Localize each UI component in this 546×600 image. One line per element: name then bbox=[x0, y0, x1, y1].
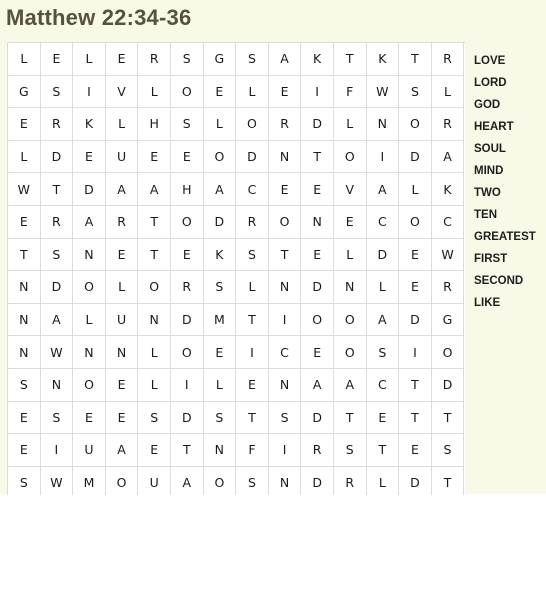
grid-cell[interactable]: L bbox=[367, 271, 400, 304]
grid-cell[interactable]: D bbox=[301, 467, 334, 495]
grid-cell[interactable]: A bbox=[106, 173, 139, 206]
grid-cell[interactable]: R bbox=[432, 43, 465, 76]
grid-cell[interactable]: F bbox=[236, 434, 269, 467]
grid-cell[interactable]: O bbox=[334, 141, 367, 174]
grid-cell[interactable]: N bbox=[41, 369, 74, 402]
word-list-item: LORD bbox=[474, 77, 507, 89]
grid-cell[interactable]: L bbox=[432, 76, 465, 109]
grid-cell[interactable]: S bbox=[204, 271, 237, 304]
grid-cell[interactable]: O bbox=[236, 108, 269, 141]
grid-cell[interactable]: L bbox=[204, 369, 237, 402]
grid-cell[interactable]: C bbox=[367, 206, 400, 239]
grid-cell[interactable]: E bbox=[204, 336, 237, 369]
grid-cell[interactable]: W bbox=[41, 467, 74, 495]
word-list-item: GREATEST bbox=[474, 231, 536, 243]
grid-cell[interactable]: I bbox=[269, 304, 302, 337]
grid-cell[interactable]: N bbox=[269, 467, 302, 495]
grid-cell[interactable]: C bbox=[236, 173, 269, 206]
grid-cell[interactable]: N bbox=[269, 369, 302, 402]
word-list bbox=[474, 50, 536, 314]
grid-cell[interactable]: O bbox=[269, 206, 302, 239]
grid-cell[interactable]: V bbox=[106, 76, 139, 109]
grid-cell[interactable]: T bbox=[8, 239, 41, 272]
grid-cell[interactable]: U bbox=[138, 467, 171, 495]
grid-cell[interactable]: N bbox=[269, 271, 302, 304]
grid-cell[interactable]: L bbox=[73, 43, 106, 76]
grid-cell[interactable]: W bbox=[8, 173, 41, 206]
grid-cell[interactable]: E bbox=[236, 369, 269, 402]
grid-cell[interactable]: D bbox=[171, 304, 204, 337]
word-list-item: FIRST bbox=[474, 253, 508, 265]
grid-cell[interactable]: R bbox=[171, 271, 204, 304]
grid-cell[interactable]: G bbox=[8, 76, 41, 109]
grid-cell[interactable]: O bbox=[334, 304, 367, 337]
grid-cell[interactable]: K bbox=[367, 43, 400, 76]
grid-cell[interactable]: S bbox=[334, 434, 367, 467]
grid-cell[interactable]: U bbox=[73, 434, 106, 467]
grid-cell[interactable]: N bbox=[138, 304, 171, 337]
grid-cell[interactable]: D bbox=[41, 271, 74, 304]
grid-cell[interactable]: S bbox=[204, 402, 237, 435]
grid-cell[interactable]: L bbox=[399, 173, 432, 206]
grid-cell[interactable]: E bbox=[106, 402, 139, 435]
grid-cell[interactable]: R bbox=[106, 206, 139, 239]
grid-cell[interactable]: R bbox=[334, 467, 367, 495]
grid-cell[interactable]: E bbox=[8, 206, 41, 239]
grid-cell[interactable]: R bbox=[269, 108, 302, 141]
grid-cell[interactable]: M bbox=[204, 304, 237, 337]
grid-cell[interactable]: O bbox=[138, 271, 171, 304]
word-list-item: LIKE bbox=[474, 297, 501, 309]
grid-cell[interactable]: T bbox=[399, 369, 432, 402]
grid-cell[interactable]: O bbox=[399, 108, 432, 141]
grid-cell[interactable]: E bbox=[8, 434, 41, 467]
grid-cell[interactable]: D bbox=[301, 108, 334, 141]
grid-cell[interactable]: U bbox=[106, 141, 139, 174]
grid-cell[interactable]: T bbox=[432, 402, 465, 435]
grid-cell[interactable]: O bbox=[301, 304, 334, 337]
grid-cell[interactable]: S bbox=[399, 76, 432, 109]
grid-cell[interactable]: A bbox=[106, 434, 139, 467]
grid-cell[interactable]: A bbox=[269, 43, 302, 76]
grid-cell[interactable]: I bbox=[301, 76, 334, 109]
word-list-item: GOD bbox=[474, 99, 501, 111]
grid-cell[interactable]: S bbox=[171, 43, 204, 76]
grid-cell[interactable]: C bbox=[432, 206, 465, 239]
grid-cell[interactable]: E bbox=[106, 239, 139, 272]
grid-cell[interactable]: L bbox=[204, 108, 237, 141]
grid-cell[interactable]: K bbox=[73, 108, 106, 141]
grid-cell[interactable]: L bbox=[8, 141, 41, 174]
grid-cell[interactable]: I bbox=[269, 434, 302, 467]
grid-cell[interactable]: L bbox=[138, 369, 171, 402]
grid-cell[interactable]: U bbox=[106, 304, 139, 337]
grid-cell[interactable]: W bbox=[41, 336, 74, 369]
grid-cell[interactable]: T bbox=[236, 402, 269, 435]
grid-cell[interactable]: S bbox=[138, 402, 171, 435]
grid-cell[interactable]: N bbox=[269, 141, 302, 174]
grid-cell[interactable]: R bbox=[138, 43, 171, 76]
grid-cell[interactable]: I bbox=[41, 434, 74, 467]
word-list-item: LOVE bbox=[474, 55, 506, 67]
grid-cell[interactable]: D bbox=[432, 369, 465, 402]
grid-cell[interactable]: T bbox=[41, 173, 74, 206]
grid-cell[interactable]: E bbox=[138, 141, 171, 174]
grid-cell[interactable]: E bbox=[106, 43, 139, 76]
grid-cell[interactable]: T bbox=[269, 239, 302, 272]
grid-cell[interactable]: T bbox=[171, 434, 204, 467]
word-list-item: MIND bbox=[474, 165, 504, 177]
grid-cell[interactable]: A bbox=[138, 173, 171, 206]
grid-cell[interactable]: O bbox=[204, 141, 237, 174]
grid-cell[interactable]: T bbox=[236, 304, 269, 337]
grid-cell[interactable]: K bbox=[204, 239, 237, 272]
grid-cell[interactable]: T bbox=[334, 402, 367, 435]
grid-cell[interactable]: W bbox=[432, 239, 465, 272]
grid-cell[interactable]: D bbox=[73, 173, 106, 206]
grid-cell[interactable]: E bbox=[73, 402, 106, 435]
grid-cell[interactable]: N bbox=[367, 108, 400, 141]
grid-cell[interactable]: E bbox=[73, 141, 106, 174]
grid-cell[interactable]: S bbox=[8, 369, 41, 402]
grid-cell[interactable]: S bbox=[41, 402, 74, 435]
grid-cell[interactable]: N bbox=[334, 271, 367, 304]
grid-cell[interactable]: D bbox=[367, 239, 400, 272]
grid-cell[interactable]: S bbox=[171, 108, 204, 141]
grid-cell[interactable]: N bbox=[204, 434, 237, 467]
letter-grid bbox=[7, 42, 465, 495]
grid-cell[interactable]: E bbox=[171, 141, 204, 174]
word-list-item: SOUL bbox=[474, 143, 506, 155]
grid-cell[interactable]: L bbox=[8, 43, 41, 76]
grid-cell[interactable]: O bbox=[106, 467, 139, 495]
grid-cell[interactable]: E bbox=[399, 239, 432, 272]
grid-cell[interactable]: E bbox=[106, 369, 139, 402]
grid-cell[interactable]: L bbox=[334, 108, 367, 141]
grid-cell[interactable]: V bbox=[334, 173, 367, 206]
grid-cell[interactable]: A bbox=[367, 173, 400, 206]
grid-cell[interactable]: N bbox=[73, 239, 106, 272]
word-list-item: HEART bbox=[474, 121, 514, 133]
grid-cell[interactable]: S bbox=[41, 76, 74, 109]
grid-cell[interactable]: O bbox=[171, 206, 204, 239]
grid-cell[interactable]: N bbox=[301, 206, 334, 239]
grid-cell[interactable]: T bbox=[432, 467, 465, 495]
grid-cell[interactable]: E bbox=[301, 173, 334, 206]
grid-cell[interactable]: O bbox=[204, 467, 237, 495]
grid-cell[interactable]: C bbox=[269, 336, 302, 369]
grid-cell[interactable]: L bbox=[138, 336, 171, 369]
word-list-item: TEN bbox=[474, 209, 497, 221]
grid-cell[interactable]: D bbox=[301, 271, 334, 304]
grid-cell[interactable]: D bbox=[301, 402, 334, 435]
grid-cell[interactable]: W bbox=[367, 76, 400, 109]
grid-cell[interactable]: E bbox=[269, 76, 302, 109]
grid-cell[interactable]: C bbox=[367, 369, 400, 402]
grid-cell[interactable]: I bbox=[171, 369, 204, 402]
puzzle-title: Matthew 22:34-36 bbox=[6, 5, 192, 30]
grid-cell[interactable]: S bbox=[269, 402, 302, 435]
grid-cell[interactable]: N bbox=[8, 304, 41, 337]
grid-cell[interactable]: R bbox=[41, 206, 74, 239]
grid-cell[interactable]: D bbox=[41, 141, 74, 174]
grid-cell[interactable]: E bbox=[399, 434, 432, 467]
grid-cell[interactable]: T bbox=[399, 402, 432, 435]
grid-cell[interactable]: A bbox=[41, 304, 74, 337]
word-list-item: TWO bbox=[474, 187, 501, 199]
grid-cell[interactable]: T bbox=[138, 239, 171, 272]
grid-cell[interactable]: R bbox=[432, 108, 465, 141]
grid-cell[interactable]: I bbox=[367, 141, 400, 174]
grid-cell[interactable]: T bbox=[399, 43, 432, 76]
grid-cell[interactable]: O bbox=[399, 206, 432, 239]
grid-cell[interactable]: A bbox=[334, 369, 367, 402]
grid-cell[interactable]: S bbox=[367, 336, 400, 369]
grid-cell[interactable]: E bbox=[269, 173, 302, 206]
grid-cell[interactable]: A bbox=[73, 206, 106, 239]
grid-cell[interactable]: R bbox=[236, 206, 269, 239]
grid-cell[interactable]: A bbox=[301, 369, 334, 402]
grid-cell[interactable]: L bbox=[334, 239, 367, 272]
grid-cell[interactable]: T bbox=[138, 206, 171, 239]
grid-cell[interactable]: E bbox=[8, 402, 41, 435]
grid-cell[interactable]: E bbox=[367, 402, 400, 435]
grid-cell[interactable]: T bbox=[367, 434, 400, 467]
grid-cell[interactable]: E bbox=[8, 108, 41, 141]
grid-cell[interactable]: H bbox=[171, 173, 204, 206]
grid-cell[interactable]: O bbox=[432, 336, 465, 369]
grid-cell[interactable]: A bbox=[204, 173, 237, 206]
grid-cell[interactable]: L bbox=[236, 271, 269, 304]
grid-cell[interactable]: E bbox=[171, 239, 204, 272]
grid-cell[interactable]: L bbox=[138, 76, 171, 109]
grid-cell[interactable]: E bbox=[204, 76, 237, 109]
grid-cell[interactable]: S bbox=[236, 43, 269, 76]
grid-cell[interactable]: O bbox=[73, 271, 106, 304]
grid-cell[interactable]: G bbox=[432, 304, 465, 337]
grid-cell[interactable]: D bbox=[236, 141, 269, 174]
grid-cell[interactable]: S bbox=[236, 239, 269, 272]
grid-cell[interactable]: M bbox=[73, 467, 106, 495]
grid-cell[interactable]: T bbox=[301, 141, 334, 174]
grid-cell[interactable]: D bbox=[399, 467, 432, 495]
grid-cell[interactable]: T bbox=[334, 43, 367, 76]
grid-cell[interactable]: N bbox=[8, 271, 41, 304]
grid-cell[interactable]: E bbox=[301, 239, 334, 272]
grid-cell[interactable]: S bbox=[8, 467, 41, 495]
grid-cell[interactable]: D bbox=[399, 304, 432, 337]
grid-cell[interactable]: F bbox=[334, 76, 367, 109]
grid-cell[interactable]: K bbox=[432, 173, 465, 206]
grid-cell[interactable]: A bbox=[171, 467, 204, 495]
grid-cell[interactable]: L bbox=[106, 271, 139, 304]
grid-cell[interactable]: S bbox=[41, 239, 74, 272]
grid-cell[interactable]: O bbox=[334, 336, 367, 369]
grid-cell[interactable]: R bbox=[432, 271, 465, 304]
grid-cell[interactable]: S bbox=[236, 467, 269, 495]
grid-cell[interactable]: N bbox=[73, 336, 106, 369]
grid-cell[interactable]: R bbox=[41, 108, 74, 141]
grid-cell[interactable]: D bbox=[399, 141, 432, 174]
grid-cell[interactable]: N bbox=[8, 336, 41, 369]
grid-cell[interactable]: L bbox=[73, 304, 106, 337]
grid-cell[interactable]: I bbox=[236, 336, 269, 369]
grid-cell[interactable]: H bbox=[138, 108, 171, 141]
grid-cell[interactable]: L bbox=[236, 76, 269, 109]
grid-cell[interactable]: L bbox=[106, 108, 139, 141]
grid-cell[interactable]: N bbox=[106, 336, 139, 369]
grid-cell[interactable]: I bbox=[73, 76, 106, 109]
grid-cell[interactable]: O bbox=[171, 76, 204, 109]
grid-cell[interactable]: E bbox=[334, 206, 367, 239]
grid-cell[interactable]: G bbox=[204, 43, 237, 76]
grid-cell[interactable]: O bbox=[171, 336, 204, 369]
grid-cell[interactable]: I bbox=[399, 336, 432, 369]
grid-cell[interactable]: E bbox=[41, 43, 74, 76]
grid-cell[interactable]: O bbox=[73, 369, 106, 402]
grid-cell[interactable]: S bbox=[432, 434, 465, 467]
grid-cell[interactable]: E bbox=[138, 434, 171, 467]
grid-cell[interactable]: D bbox=[204, 206, 237, 239]
grid-cell[interactable]: E bbox=[301, 336, 334, 369]
word-list-item: SECOND bbox=[474, 275, 524, 287]
grid-cell[interactable]: E bbox=[399, 271, 432, 304]
grid-cell[interactable]: D bbox=[171, 402, 204, 435]
grid-cell[interactable]: A bbox=[367, 304, 400, 337]
grid-cell[interactable]: L bbox=[367, 467, 400, 495]
grid-cell[interactable]: A bbox=[432, 141, 465, 174]
grid-cell[interactable]: K bbox=[301, 43, 334, 76]
grid-cell[interactable]: R bbox=[301, 434, 334, 467]
